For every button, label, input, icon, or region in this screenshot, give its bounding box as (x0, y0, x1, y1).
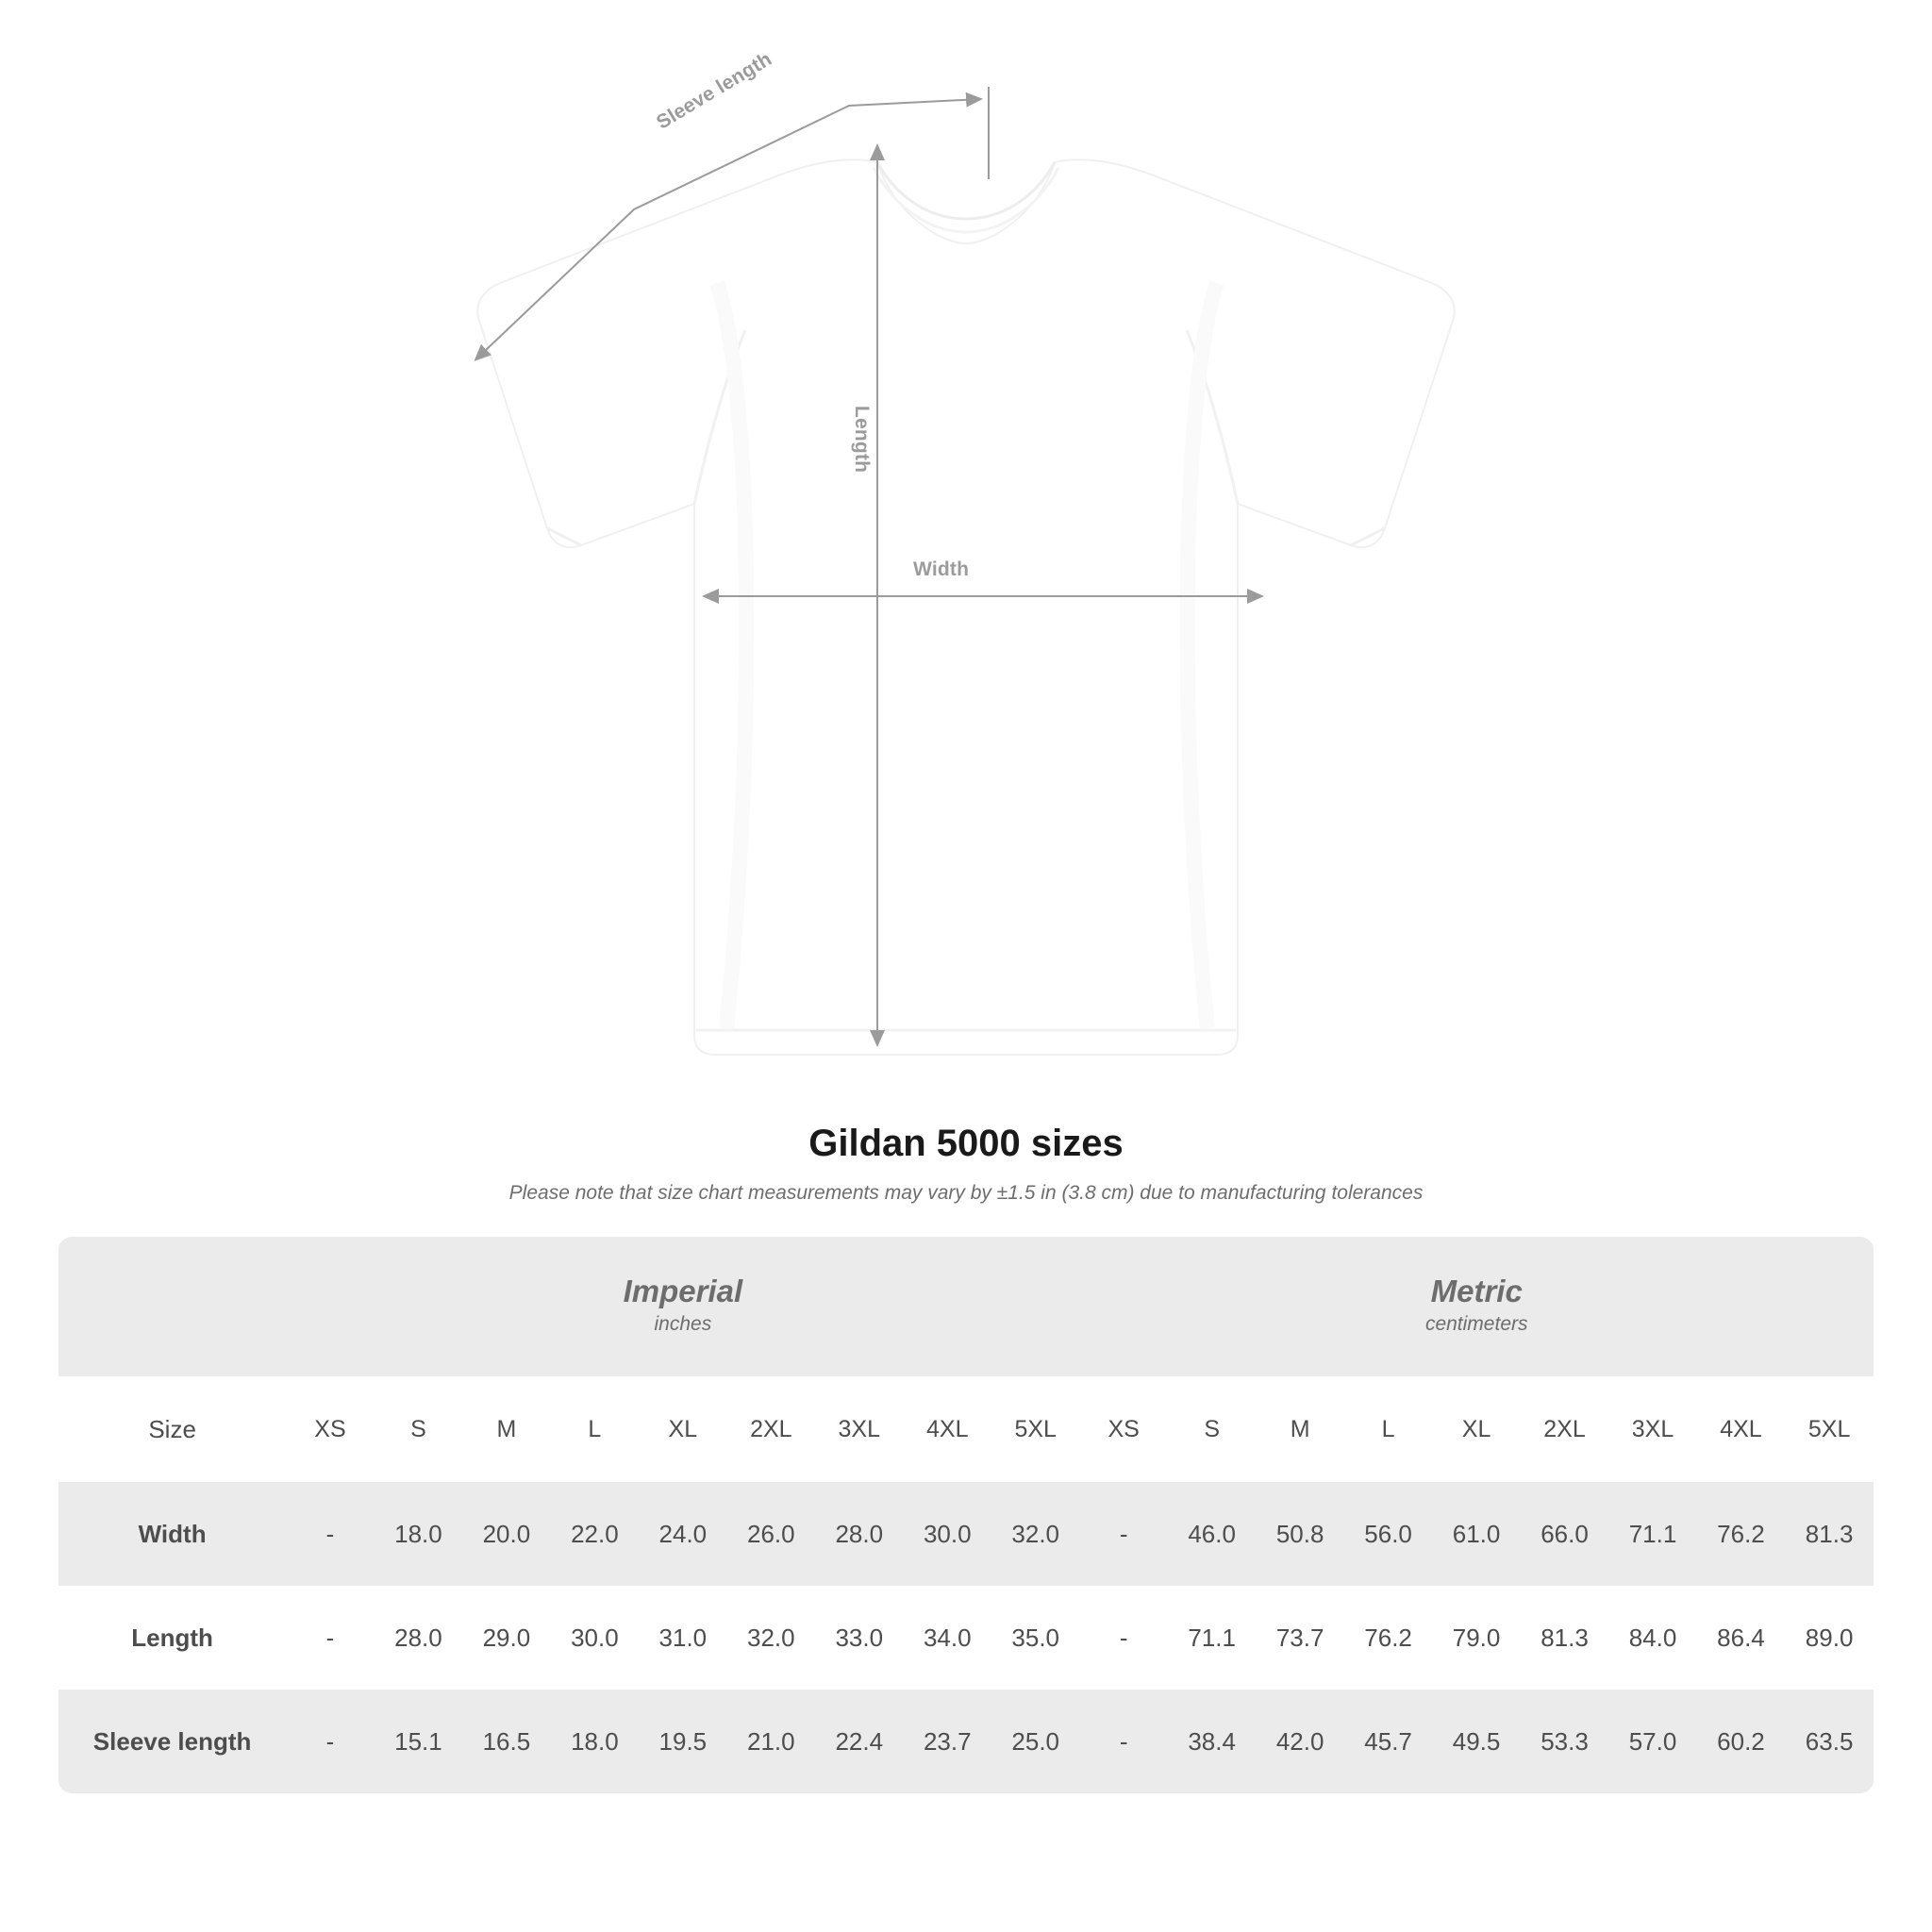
cell-width-metric-xs: - (1079, 1482, 1167, 1586)
cell-sleeve-metric-m: 42.0 (1256, 1690, 1343, 1793)
cell-length-metric-2xl: 81.3 (1541, 1623, 1589, 1652)
cell-width-imperial-m: 20.0 (462, 1482, 550, 1586)
size-header-metric-xs: XS (1079, 1376, 1167, 1482)
cell-sleeve-imperial-xl: 19.5 (639, 1690, 726, 1793)
cell-length-metric-l: 76.2 (1364, 1623, 1412, 1652)
unit-header-row (58, 1237, 1874, 1376)
size-table-wrapper (58, 1237, 1874, 1793)
cell-sleeve-metric-l: 45.7 (1344, 1690, 1432, 1793)
page-title: Gildan 5000 sizes (808, 1123, 1124, 1164)
unit-group-imperial-name: Imperial (623, 1274, 743, 1309)
unit-group-metric (1079, 1237, 1874, 1376)
row-label-width: Width (58, 1482, 286, 1586)
cell-length-metric-m: 73.7 (1275, 1623, 1324, 1652)
cell-length-imperial-3xl: 33.0 (835, 1623, 884, 1652)
size-header-metric-m: M (1256, 1376, 1343, 1482)
cell-width-imperial-s: 18.0 (375, 1482, 462, 1586)
unit-group-imperial (286, 1237, 1079, 1376)
cell-width-metric-5xl: 81.3 (1785, 1482, 1874, 1586)
cell-length-imperial-xl: 31.0 (658, 1623, 708, 1652)
length-label: Length (851, 406, 873, 474)
size-header-imperial-3xl: 3XL (815, 1376, 903, 1482)
cell-width-metric-4xl: 76.2 (1697, 1482, 1785, 1586)
tolerance-note: Please note that size chart measurements may vary by ±1.5 in (3.8 cm) due to manufacturing tolerances (508, 1182, 1424, 1204)
size-header-imperial-4xl: 4XL (904, 1376, 991, 1482)
size-header-imperial-xs: XS (286, 1376, 374, 1482)
size-header-metric-5xl: 5XL (1785, 1376, 1874, 1482)
cell-width-metric-l: 56.0 (1344, 1482, 1432, 1586)
cell-sleeve-imperial-xs: - (286, 1690, 374, 1793)
table-row (58, 1482, 1874, 1586)
size-header-metric-l: L (1344, 1376, 1432, 1482)
cell-width-imperial-xl: 24.0 (639, 1482, 726, 1586)
size-header-metric-4xl: 4XL (1697, 1376, 1785, 1482)
cell-sleeve-metric-2xl: 53.3 (1521, 1690, 1608, 1793)
size-header-metric-3xl: 3XL (1608, 1376, 1696, 1482)
cell-sleeve-imperial-m: 16.5 (462, 1690, 550, 1793)
cell-sleeve-metric-xs: - (1079, 1690, 1167, 1793)
table-row (58, 1586, 1874, 1690)
cell-length-imperial-4xl: 34.0 (923, 1623, 972, 1652)
cell-sleeve-metric-3xl: 57.0 (1608, 1690, 1696, 1793)
size-header-imperial-2xl: 2XL (727, 1376, 815, 1482)
cell-width-imperial-2xl: 26.0 (727, 1482, 815, 1586)
cell-sleeve-imperial-3xl: 22.4 (815, 1690, 903, 1793)
cell-width-imperial-5xl: 32.0 (991, 1482, 1079, 1586)
row-label-length: Length (131, 1623, 213, 1652)
cell-sleeve-imperial-2xl: 21.0 (727, 1690, 815, 1793)
cell-width-metric-m: 50.8 (1256, 1482, 1343, 1586)
title-block (0, 1123, 1932, 1205)
tshirt-shape (477, 159, 1454, 1055)
cell-length-metric-5xl: 89.0 (1805, 1623, 1854, 1652)
cell-sleeve-imperial-l: 18.0 (551, 1690, 639, 1793)
cell-length-metric-s: 71.1 (1188, 1623, 1236, 1652)
size-header-row (58, 1376, 1874, 1482)
table-row (58, 1690, 1874, 1793)
unit-group-metric-name: Metric (1430, 1274, 1523, 1309)
cell-width-imperial-l: 22.0 (551, 1482, 639, 1586)
size-header-imperial-s: S (375, 1376, 462, 1482)
width-label: Width (913, 558, 970, 580)
cell-width-metric-xl: 61.0 (1432, 1482, 1520, 1586)
cell-length-imperial-s: 28.0 (394, 1623, 442, 1652)
cell-length-metric-xl: 79.0 (1452, 1623, 1501, 1652)
sleeve-length-label: Sleeve length (653, 47, 776, 134)
cell-width-imperial-3xl: 28.0 (815, 1482, 903, 1586)
cell-length-imperial-2xl: 32.0 (747, 1623, 795, 1652)
row-label-sleeve-length: Sleeve length (58, 1690, 286, 1793)
cell-length-metric-3xl: 84.0 (1628, 1623, 1677, 1652)
size-header-imperial-m: M (462, 1376, 550, 1482)
size-header-imperial-xl: XL (639, 1376, 726, 1482)
cell-width-metric-3xl: 71.1 (1608, 1482, 1696, 1586)
cell-length-imperial-5xl: 35.0 (1011, 1623, 1060, 1652)
cell-sleeve-imperial-4xl: 23.7 (904, 1690, 991, 1793)
cell-sleeve-imperial-5xl: 25.0 (991, 1690, 1079, 1793)
cell-sleeve-metric-s: 38.4 (1168, 1690, 1256, 1793)
size-header-label: Size (58, 1376, 286, 1482)
cell-width-imperial-4xl: 30.0 (904, 1482, 991, 1586)
cell-length-imperial-m: 29.0 (482, 1623, 531, 1652)
cell-sleeve-metric-5xl: 63.5 (1785, 1690, 1874, 1793)
unit-header-spacer (58, 1237, 286, 1376)
cell-width-imperial-xs: - (286, 1482, 374, 1586)
unit-group-imperial-sub: inches (654, 1313, 712, 1336)
cell-sleeve-metric-xl: 49.5 (1432, 1690, 1520, 1793)
size-header-imperial-l: L (551, 1376, 639, 1482)
cell-length-imperial-xs: - (325, 1623, 335, 1652)
size-header-metric-2xl: 2XL (1521, 1376, 1608, 1482)
cell-length-metric-xs: - (1119, 1623, 1128, 1652)
cell-width-metric-2xl: 66.0 (1521, 1482, 1608, 1586)
size-header-metric-xl: XL (1432, 1376, 1520, 1482)
cell-length-imperial-l: 30.0 (571, 1623, 619, 1652)
size-header-imperial-5xl: 5XL (991, 1376, 1079, 1482)
cell-width-metric-s: 46.0 (1168, 1482, 1256, 1586)
size-table (58, 1237, 1874, 1793)
size-header-metric-s: S (1168, 1376, 1256, 1482)
cell-sleeve-metric-4xl: 60.2 (1697, 1690, 1785, 1793)
cell-length-metric-4xl: 86.4 (1717, 1623, 1765, 1652)
cell-sleeve-imperial-s: 15.1 (375, 1690, 462, 1793)
unit-group-metric-sub: centimeters (1424, 1313, 1528, 1336)
